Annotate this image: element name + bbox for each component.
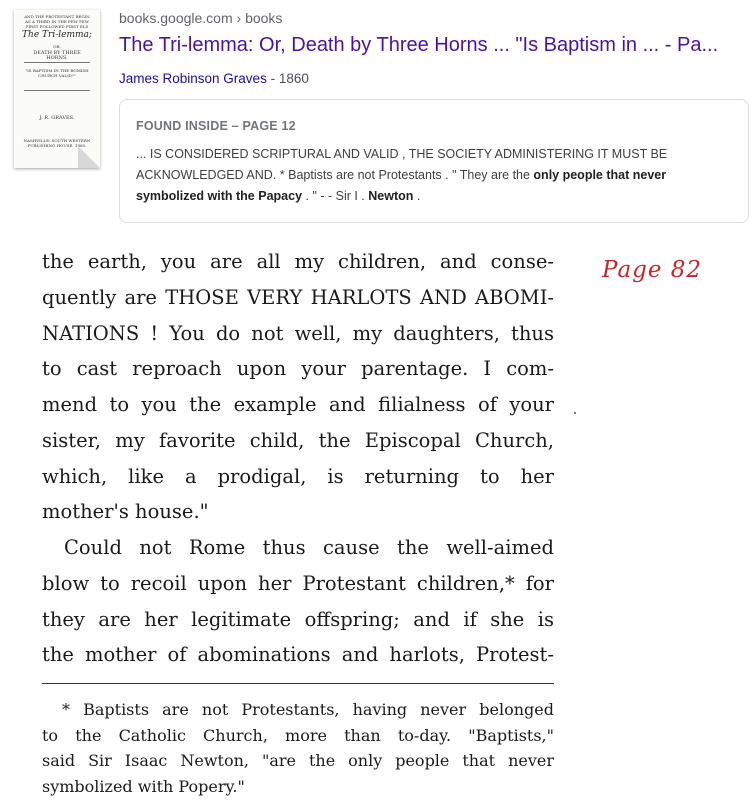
- thumb-top-text: AND THE PROTESTANT BEGIN AS A THIRD IN THE FEW FEW FIRST FOLLOWED FIRST ELS: [24, 14, 90, 29]
- page-line: quently are THOSE VERY HARLOTS AND ABOMI-: [42, 286, 554, 309]
- found-inside-box[interactable]: [119, 99, 749, 223]
- thumb-divider: [24, 62, 90, 63]
- thumb-sub2: DEATH BY THREE HORNS.: [33, 50, 81, 61]
- thumb-author: J. R. GRAVES.: [39, 115, 75, 121]
- result-title-link[interactable]: The Tri-lemma: Or, Death by Three Horns ... "Is Baptism in ... - Pa...: [119, 34, 719, 56]
- page-line: mend to you the example and filialness of your: [42, 393, 554, 416]
- page-note: Page 82: [602, 257, 703, 283]
- page-line: mother's house.": [42, 500, 209, 523]
- scanned-page: [0, 232, 754, 808]
- snippet-part: ... IS CONSIDERED SCRIPTURAL AND VALID , THE SOCIETY ADMINISTERING IT MUST BE ACKNOWLEDGED AND. * Baptists are not Protestants . " They are the: [136, 147, 668, 182]
- thumb-publisher: NASHVILLE: SOUTH WESTERN PUBLISHING HOUSE. 1860.: [23, 138, 91, 148]
- author-link[interactable]: James Robinson Graves: [119, 71, 267, 86]
- publication-year: 1860: [278, 71, 309, 86]
- snippet-highlight: Newton: [368, 189, 414, 203]
- snippet-part: . " - - Sir I .: [302, 189, 369, 203]
- page-line: to cast reproach upon your parentage. I com-: [42, 357, 554, 380]
- thumb-sub3: "IS BAPTISM IN THE ROMISH CHURCH VALID?": [25, 68, 89, 78]
- footnote-line: to the Catholic Church, more than to-day. "Baptists,": [42, 726, 554, 745]
- found-inside-heading: FOUND INSIDE – PAGE 12: [136, 119, 296, 133]
- footnote-line: * Baptists are not Protestants, having never belonged: [62, 700, 554, 719]
- page-line: Could not Rome thus cause the well-aimed: [64, 536, 554, 559]
- page-line: they are her legitimate offspring; and if she is: [42, 608, 554, 631]
- page-line: which, like a prodigal, is returning to her: [42, 465, 554, 488]
- footnote-line: said Sir Isaac Newton, "are the only people that never: [42, 751, 554, 770]
- page-line: the earth, you are all my children, and conse-: [42, 250, 554, 273]
- snippet-part: .: [413, 189, 421, 203]
- snippet-text: [136, 144, 732, 207]
- breadcrumb[interactable]: books.google.com › books: [119, 10, 283, 26]
- result-meta: [119, 71, 309, 86]
- page-line: the mother of abominations and harlots, Protest-: [42, 643, 554, 666]
- meta-separator: -: [266, 71, 279, 86]
- scan-speck: [574, 412, 576, 414]
- snippet-highlight: only people that never symbolized with the Papacy: [136, 168, 667, 203]
- thumb-divider: [24, 90, 90, 91]
- thumb-sub1: OR,: [53, 44, 61, 49]
- page-curl-icon: [78, 146, 100, 168]
- page-line: blow to recoil upon her Protestant children,* for: [42, 572, 554, 595]
- page-line: sister, my favorite child, the Episcopal Church,: [42, 429, 554, 452]
- book-thumbnail[interactable]: [14, 10, 100, 168]
- page-line: NATIONS ! You do not well, my daughters, thus: [42, 322, 554, 345]
- footnote-line: symbolized with Popery.": [42, 777, 245, 796]
- footnote-rule: [42, 683, 554, 684]
- thumb-title: The Tri-lemma;: [22, 30, 92, 40]
